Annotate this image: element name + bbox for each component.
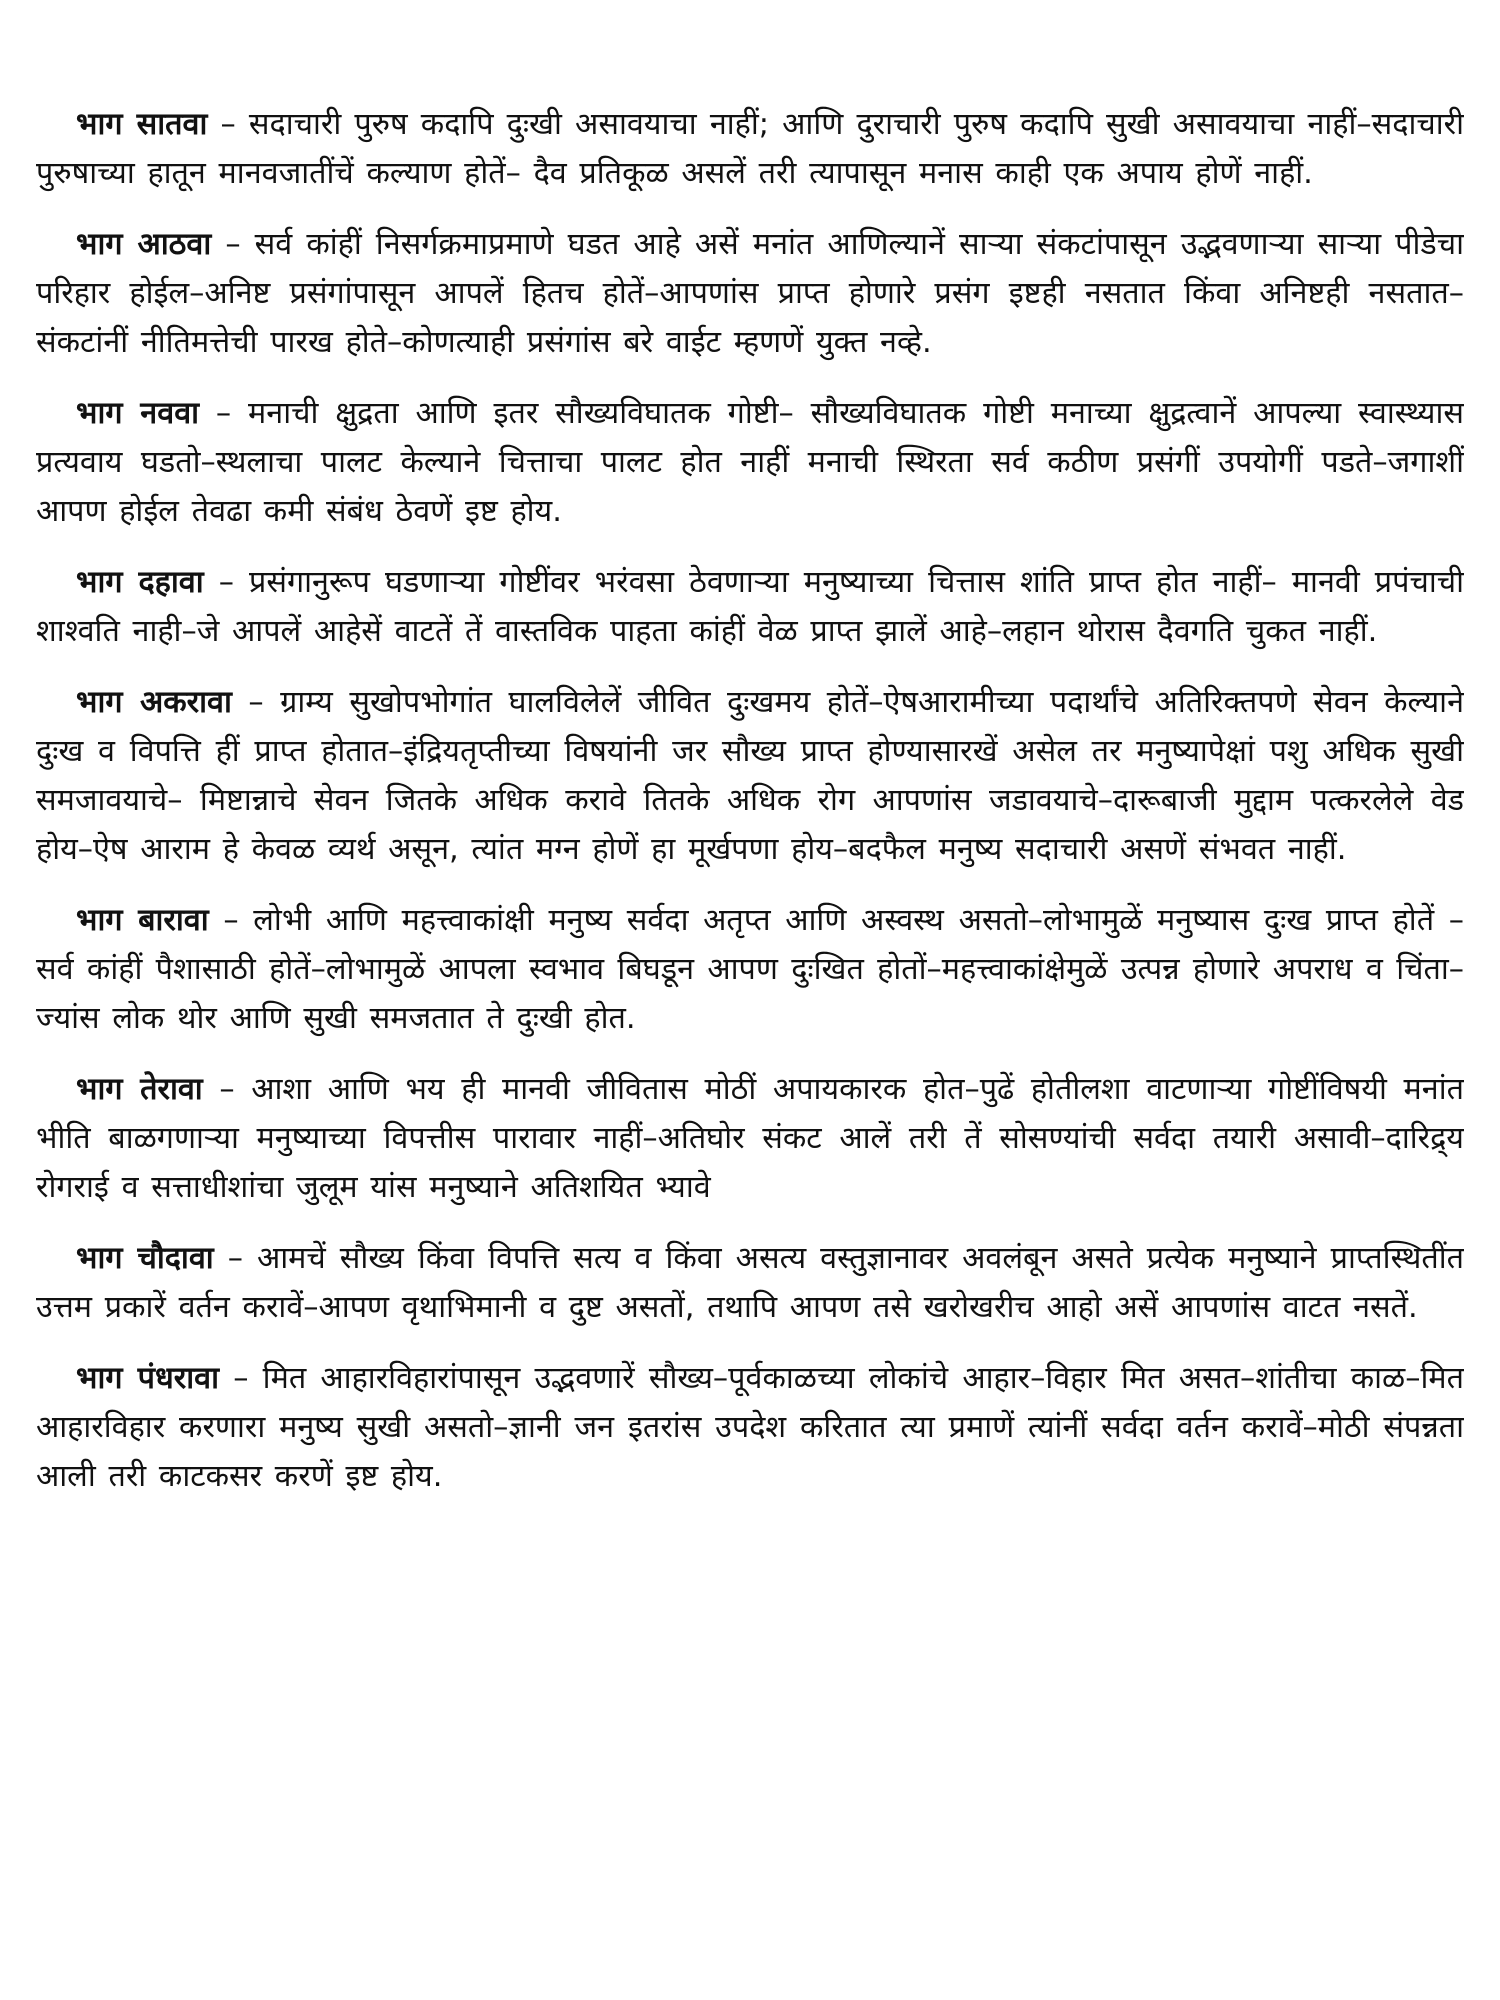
- section-text: – मनाची क्षुद्रता आणि इतर सौख्यविघातक गोष्टी– सौख्यविघातक गोष्टी मनाच्या क्षुद्रत्वानें आपल्या स्वास्थ्यास प्रत्यवाय घडतो–स्थलाचा पालट केल्याने चित्ताचा पालट होत नाहीं मनाची स्थिरता सर्व कठीण प्रसंगीं उपयोगीं पडते–जगाशीं आपण होईल तेवढा कमी संबंध ठेवणें इष्ट होय.: [36, 396, 1464, 529]
- section-text: – आमचें सौख्य किंवा विपत्ति सत्य व किंवा असत्य वस्तुज्ञानावर अवलंबून असते प्रत्येक मनुष्याने प्राप्तस्थितींत उत्तम प्रकारें वर्तन करावें–आपण वृथाभिमानी व दुष्ट असतों, तथापि आपण तसे खरोखरीच आहो असें आपणांस वाटत नसतें.: [36, 1241, 1464, 1325]
- section-10: [36, 558, 1464, 656]
- section-heading: भाग आठवा: [76, 227, 212, 262]
- section-text: – मित आहारविहारांपासून उद्भवणारें सौख्य–पूर्वकाळच्या लोकांचे आहार–विहार मित असत–शांतीचा काळ–मित आहारविहार करणारा मनुष्य सुखी असतो–ज्ञानी जन इतरांस उपदेश करितात त्या प्रमाणें त्यांनीं सर्वदा वर्तन करावें–मोठी संपन्नता आली तरी काटकसर करणें इष्ट होय.: [36, 1361, 1464, 1494]
- section-text: – प्रसंगानुरूप घडणाऱ्या गोष्टींवर भरंवसा ठेवणाऱ्या मनुष्याच्या चित्तास शांति प्राप्त होत नाहीं– मानवी प्रपंचाची शाश्वति नाही–जे आपलें आहेसें वाटतें तें वास्तविक पाहता कांहीं वेळ प्राप्त झालें आहे–लहान थोरास दैवगति चुकत नाहीं.: [36, 565, 1464, 649]
- section-text: – आशा आणि भय ही मानवी जीवितास मोठीं अपायकारक होत–पुढें होतीलशा वाटणाऱ्या गोष्टींविषयी मनांत भीति बाळगणाऱ्या मनुष्याच्या विपत्तीस पारावार नाहीं–अतिघोर संकट आलें तरी तें सोसण्यांची सर्वदा तयारी असावी–दारिद्र्य रोगराई व सत्ताधीशांचा जुलूम यांस मनुष्याने अतिशयित भ्यावे: [36, 1072, 1464, 1205]
- section-heading: भाग सातवा: [76, 107, 208, 142]
- section-heading: भाग बारावा: [76, 903, 209, 938]
- section-text: – सदाचारी पुरुष कदापि दुःखी असावयाचा नाहीं; आणि दुराचारी पुरुष कदापि सुखी असावयाचा नाहीं–सदाचारी पुरुषाच्या हातून मानवजातींचें कल्याण होतें– दैव प्रतिकूळ असलें तरी त्यापासून मनास काही एक अपाय होणें नाहीं.: [36, 107, 1464, 191]
- section-11: [36, 678, 1464, 874]
- section-heading: भाग दहावा: [76, 565, 204, 600]
- section-text: – सर्व कांहीं निसर्गक्रमाप्रमाणे घडत आहे असें मनांत आणिल्यानें साऱ्या संकटांपासून उद्भवणाऱ्या साऱ्या पीडेचा परिहार होईल–अनिष्ट प्रसंगांपासून आपलें हितच होतें–आपणांस प्राप्त होणारे प्रसंग इष्टही नसतात किंवा अनिष्टही नसतात–संकटांनीं नीतिमत्तेची पारख होते–कोणत्याही प्रसंगांस बरे वाईट म्हणणें युक्त नव्हे.: [36, 227, 1464, 360]
- section-8: [36, 220, 1464, 367]
- section-13: [36, 1065, 1464, 1212]
- section-text: – लोभी आणि महत्त्वाकांक्षी मनुष्य सर्वदा अतृप्त आणि अस्वस्थ असतो–लोभामुळें मनुष्यास दुःख प्राप्त होतें – सर्व कांहीं पैशासाठी होतें–लोभामुळें आपला स्वभाव बिघडून आपण दुःखित होतों–महत्त्वाकांक्षेमुळें उत्पन्न होणारे अपराध व चिंता–ज्यांस लोक थोर आणि सुखी समजतात ते दुःखी होत.: [36, 903, 1464, 1036]
- section-text: – ग्राम्य सुखोपभोगांत घालविलेलें जीवित दुःखमय होतें–ऐषआरामीच्या पदार्थांचे अतिरिक्तपणे सेवन केल्याने दुःख व विपत्ति हीं प्राप्त होतात–इंद्रियतृप्तीच्या विषयांनी जर सौख्य प्राप्त होण्यासारखें असेल तर मनुष्यापेक्षां पशु अधिक सुखी समजावयाचे– मिष्टान्नाचे सेवन जितके अधिक करावे तितके अधिक रोग आपणांस जडावयाचे–दारूबाजी मुद्दाम पत्करलेले वेड होय–ऐष आराम हे केवळ व्यर्थ असून, त्यांत मग्न होणें हा मूर्खपणा होय–बदफैल मनुष्य सदाचारी असणें संभवत नाहीं.: [36, 685, 1464, 867]
- section-heading: भाग तेरावा: [76, 1072, 203, 1107]
- section-15: [36, 1354, 1464, 1501]
- section-heading: भाग चौदावा: [76, 1241, 214, 1276]
- document-page: [36, 100, 1464, 1980]
- section-12: [36, 896, 1464, 1043]
- section-14: [36, 1234, 1464, 1332]
- section-7: [36, 100, 1464, 198]
- section-heading: भाग अकरावा: [76, 685, 232, 720]
- section-heading: भाग पंधरावा: [76, 1361, 219, 1396]
- section-9: [36, 389, 1464, 536]
- section-heading: भाग नववा: [76, 396, 200, 431]
